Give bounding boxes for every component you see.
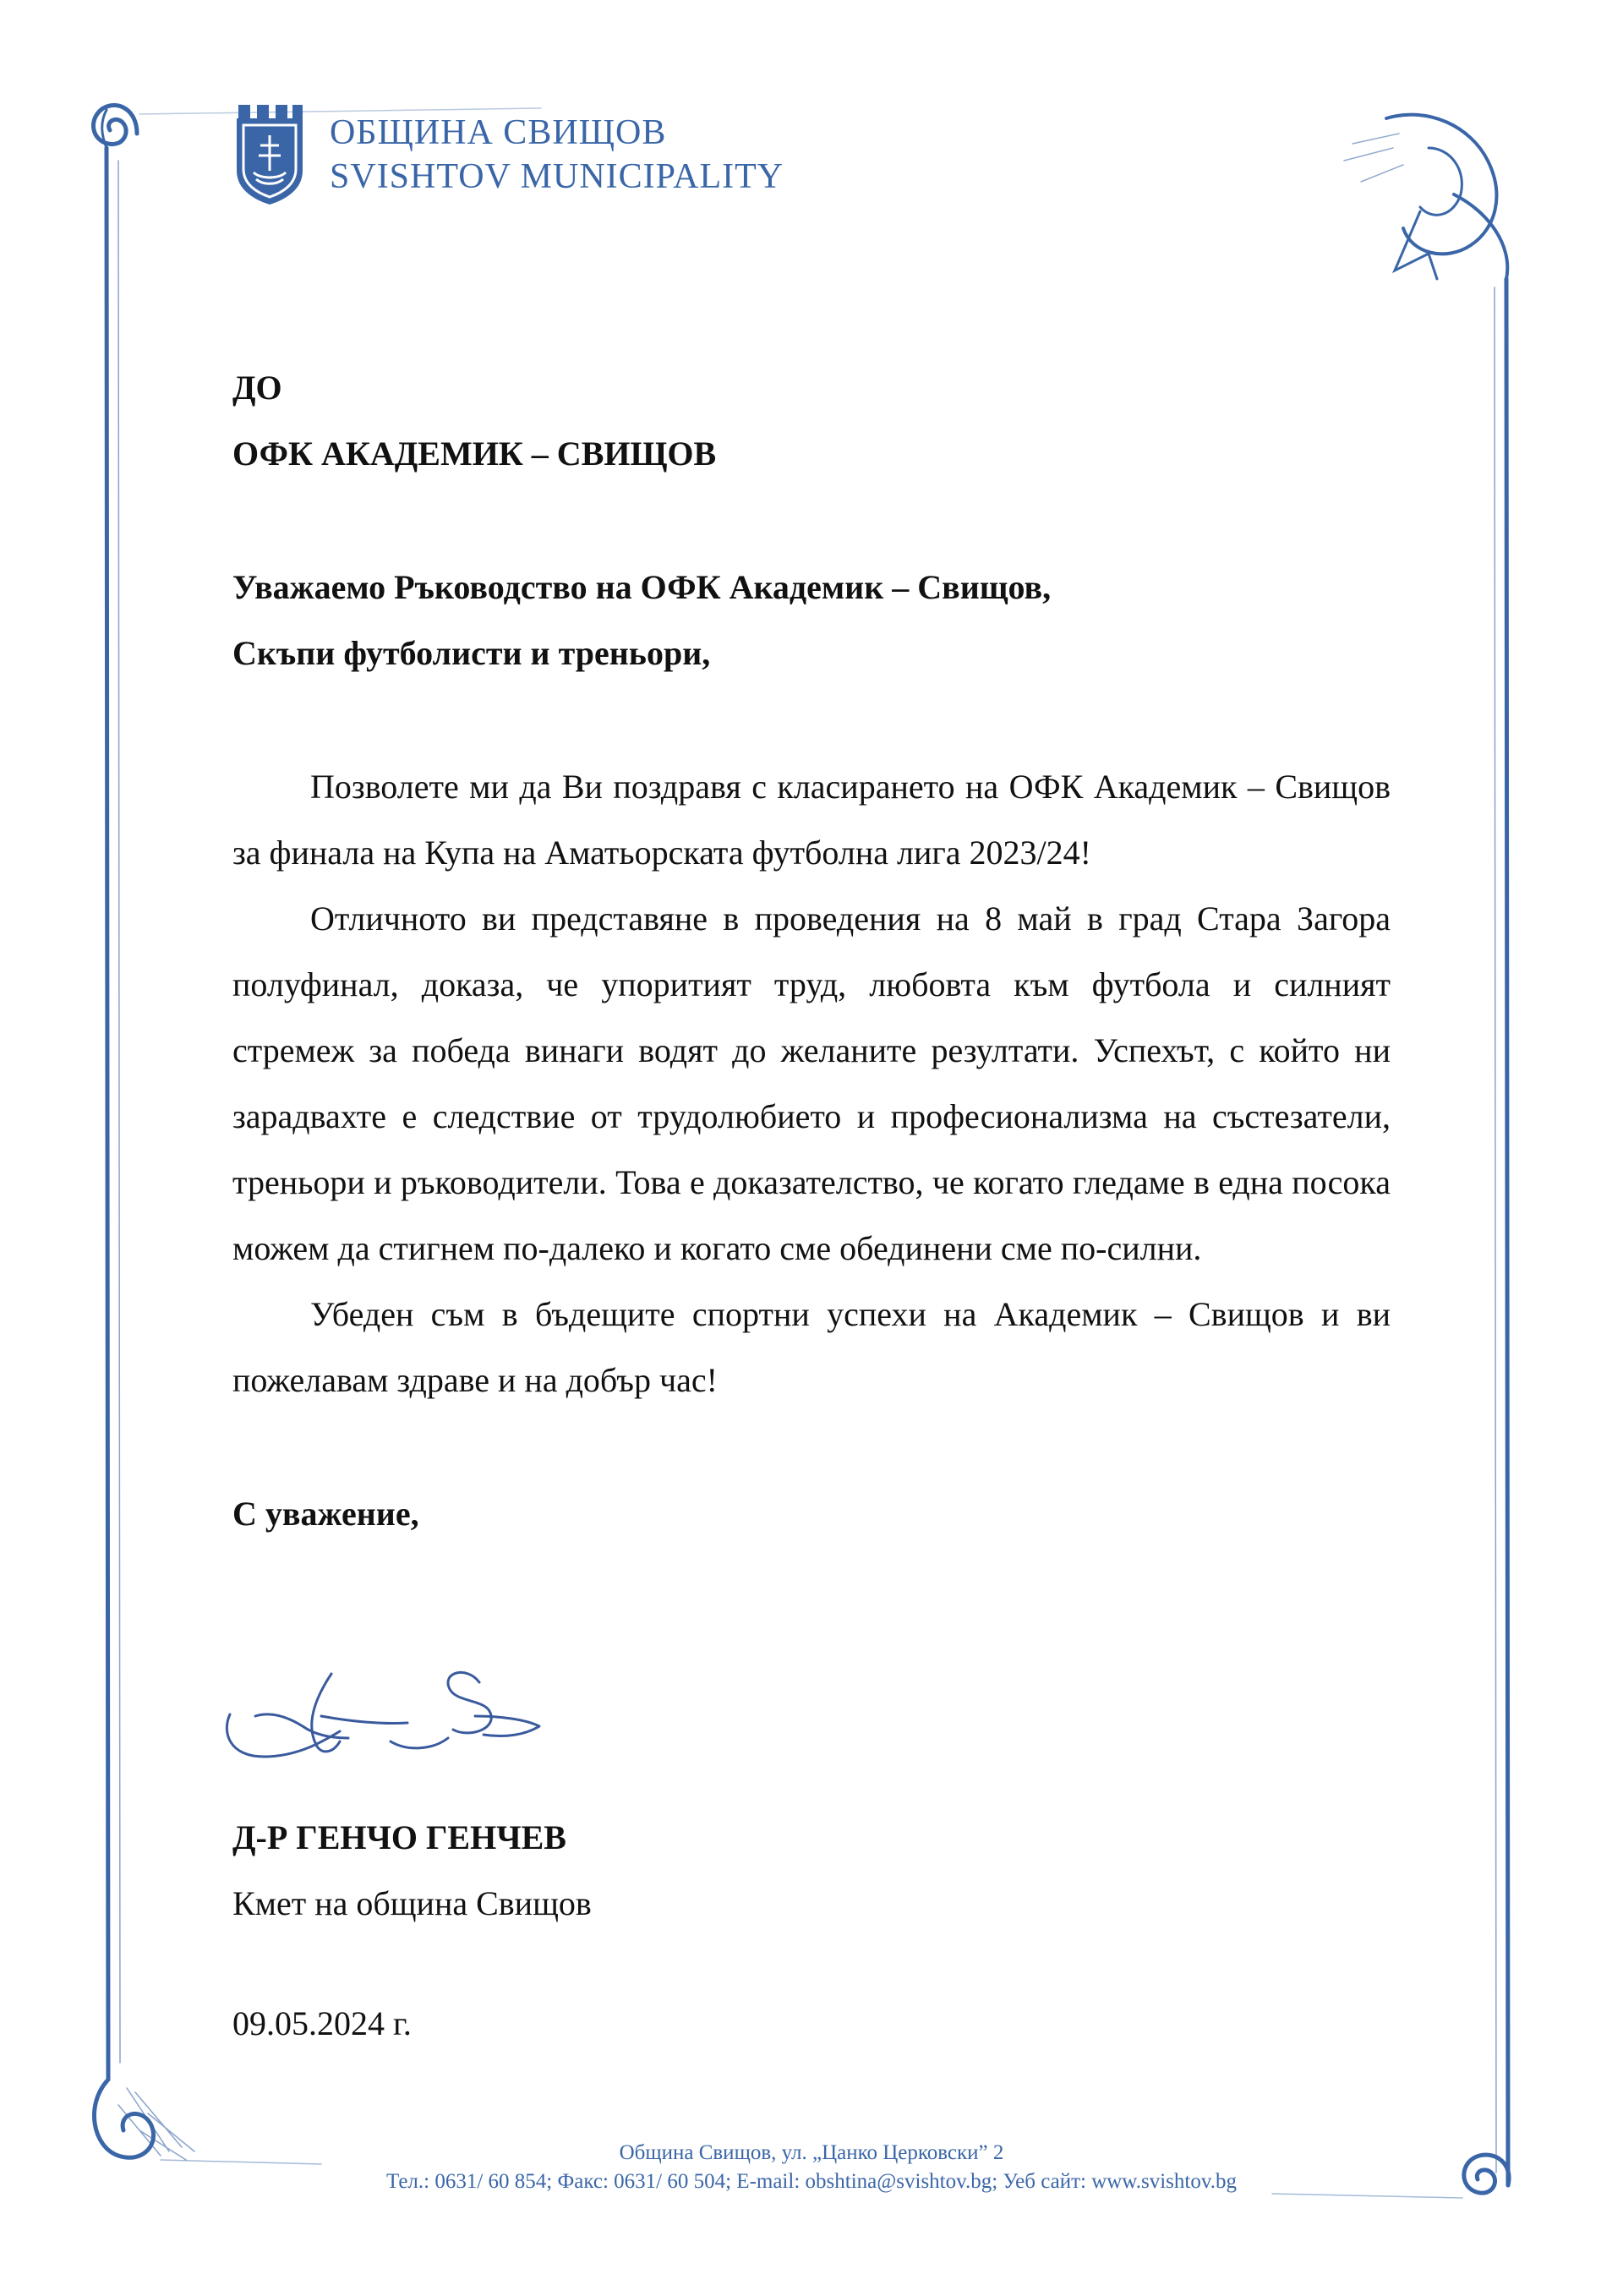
salutation-line-1: Уважаемо Ръководство на ОФК Академик – Свищов, bbox=[232, 568, 1052, 606]
signer-name: Д-Р ГЕНЧО ГЕНЧЕВ bbox=[232, 1818, 566, 1856]
footer-contacts: Тел.: 0631/ 60 854; Факс: 0631/ 60 504; E-mail: obshtina@svishtov.bg; Уеб сайт: www.svishtov.bg bbox=[386, 2170, 1237, 2193]
body-paragraph-1: Позволете ми да Ви поздравя с класирането на ОФК Академик – Свищов за финала на Купа на Аматьорската футболна лига 2023/24! bbox=[232, 768, 1391, 872]
letterhead bbox=[235, 105, 784, 205]
signer-block bbox=[232, 1805, 592, 1937]
municipal-crest-icon bbox=[235, 105, 304, 205]
footer bbox=[0, 2139, 1623, 2196]
signer-title: Кмет на община Свищов bbox=[232, 1884, 592, 1922]
body-paragraph-3: Убеден съм в бъдещите спортни успехи на Академик – Свищов и ви пожелавам здраве и на добър час! bbox=[232, 1295, 1391, 1399]
recipient-to: ДО bbox=[232, 369, 282, 407]
municipality-name bbox=[330, 111, 784, 199]
closing: С уважение, bbox=[232, 1495, 419, 1533]
recipient-org: ОФК АКАДЕМИК – СВИЩОВ bbox=[232, 435, 717, 473]
letter-body bbox=[232, 355, 1391, 1547]
footer-address: Община Свищов, ул. „Цанко Церковски” 2 bbox=[619, 2141, 1004, 2164]
letter-date: 09.05.2024 г. bbox=[232, 2004, 412, 2042]
body-paragraph-2: Отличното ви представяне в проведения на 8 май в град Стара Загора полуфинал, доказа, че упоритият труд, любовта към футбола и силният стремеж за победа винаги водят до желаните резултати. Успехът, с който ни зарадвахте е следствие от трудолюбието и професионализма на състезатели, треньори и ръководители. Това е доказателство, че когато гледаме в една посока можем да стигнем по-далеко и когато сме обединени сме по-силни. bbox=[232, 899, 1391, 1267]
municipality-name-en: SVISHTOV MUNICIPALITY bbox=[330, 157, 784, 196]
municipality-name-bg: ОБЩИНА СВИЩОВ bbox=[330, 113, 667, 152]
handwritten-signature bbox=[221, 1657, 560, 1775]
salutation-line-2: Скъпи футболисти и треньори, bbox=[232, 634, 711, 672]
